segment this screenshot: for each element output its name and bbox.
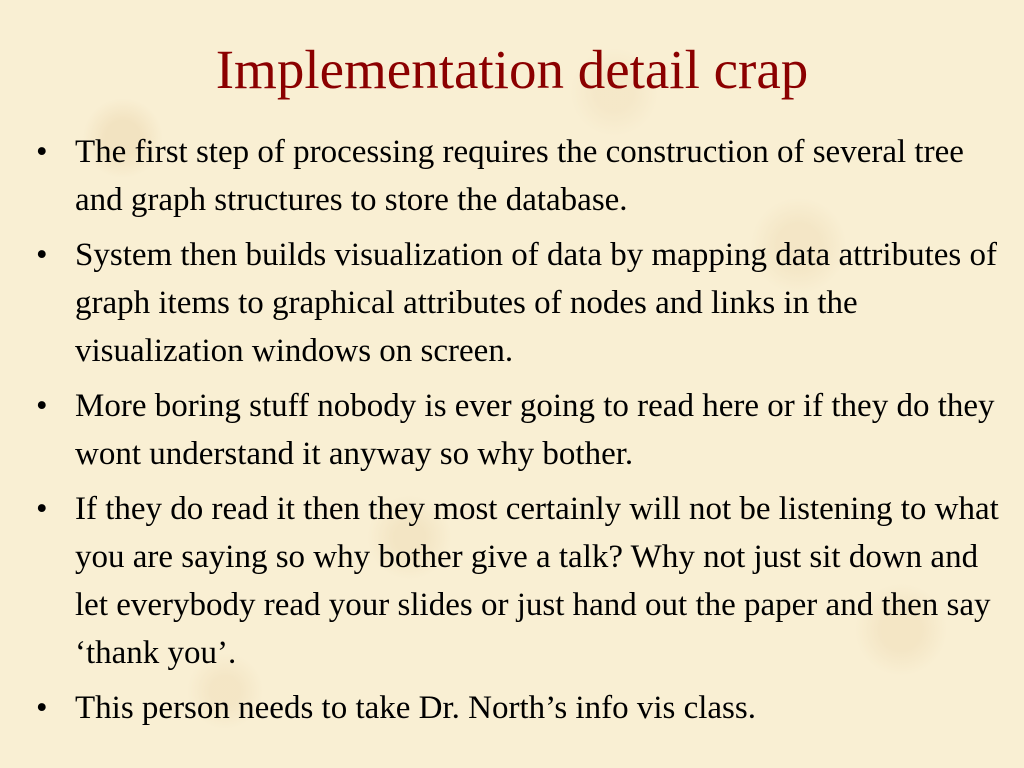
bullet-icon: • — [36, 388, 48, 424]
bullet-icon: • — [36, 134, 48, 170]
bullet-item — [30, 128, 1010, 224]
bullet-item — [30, 231, 1010, 375]
bullet-item — [30, 382, 1010, 478]
bullet-text: System then builds visualization of data by mapping data attributes of graph items to graphical attributes of nodes and links in the visualization windows on screen. — [75, 237, 997, 369]
bullet-item — [30, 485, 1010, 677]
bullet-list — [30, 128, 1010, 739]
slide-title: Implementation detail crap — [215, 39, 809, 100]
bullet-text: The first step of processing requires the construction of several tree and graph structures to store the database. — [75, 134, 964, 218]
bullet-item — [30, 684, 1010, 732]
bullet-icon: • — [36, 237, 48, 273]
bullet-text: This person needs to take Dr. North’s info vis class. — [75, 690, 756, 726]
bullet-text: More boring stuff nobody is ever going to read here or if they do they wont understand it anyway so why bother. — [75, 388, 995, 472]
bullet-text: If they do read it then they most certainly will not be listening to what you are saying so why bother give a talk? Why not just sit down and let everybody read your slides or just hand out the paper and then say ‘thank you’. — [75, 491, 999, 671]
bullet-icon: • — [36, 491, 48, 527]
bullet-icon: • — [36, 690, 48, 726]
